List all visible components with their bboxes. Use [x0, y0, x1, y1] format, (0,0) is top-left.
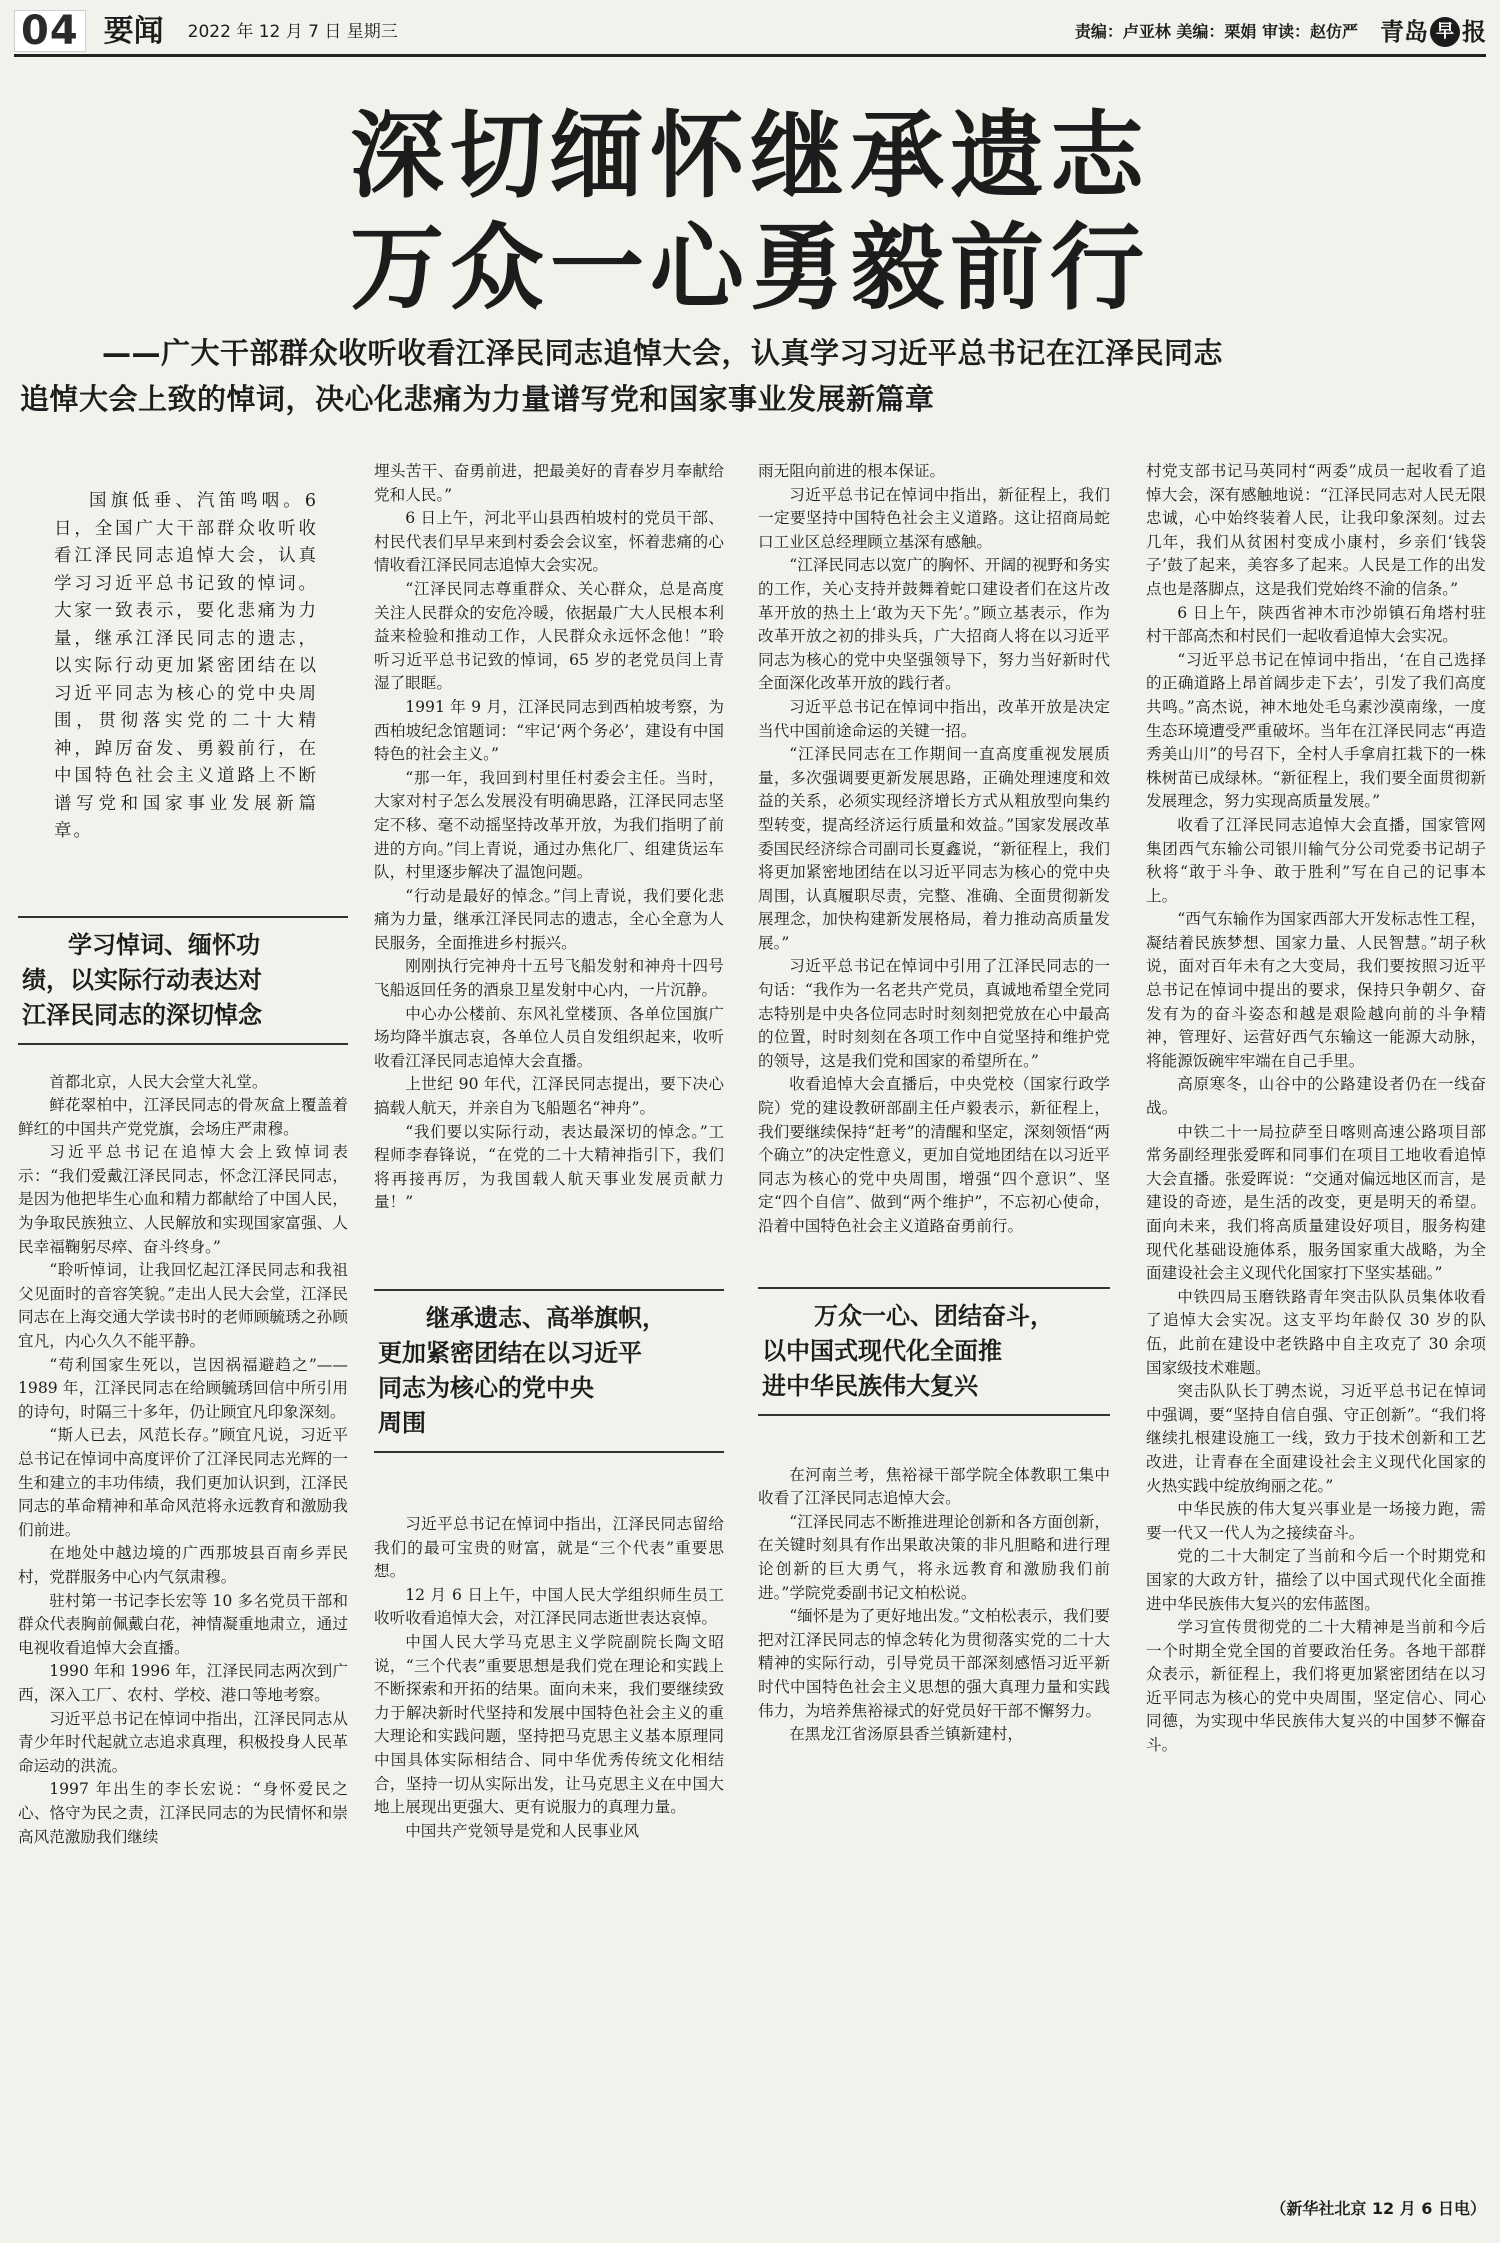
paragraph: 习近平总书记在悼词中指出，改革开放是决定当代中国前途命运的关键一招。 — [758, 697, 1110, 740]
paragraph: “苟利国家生死以，岂因祸福避趋之”——1989 年，江泽民同志在给顾毓琇回信中所引用的诗句，时隔三十多年，仍让顾宜凡印象深刻。 — [18, 1355, 348, 1421]
paragraph: 6 日上午，陕西省神木市沙峁镇石角塔村驻村干部高杰和村民们一起收看追悼大会实况。 — [1146, 603, 1486, 646]
issue-date: 2022 年 12 月 7 日 星期三 — [187, 22, 398, 42]
subtitle-line: 万众一心、团结奋斗， — [814, 1301, 1054, 1330]
column-4 — [1146, 460, 1486, 2220]
paragraph: 学习宣传贯彻党的二十大精神是当前和今后一个时期全党全国的首要政治任务。各地干部群众表示，新征程上，我们将更加紧密团结在以习近平同志为核心的党中央周围，坚定信心、同心同德，为实现中华民族伟大复兴的中国梦不懈奋斗。 — [1146, 1618, 1486, 1755]
column-3 — [758, 460, 1110, 2220]
paragraph: 中铁四局玉磨铁路青年突击队队员集体收看了追悼大会实况。这支平均年龄仅 30 岁的队伍，此前在建设中老铁路中自主攻克了 30 余项国家级技术难题。 — [1146, 1287, 1486, 1377]
paragraph: “江泽民同志以宽广的胸怀、开阔的视野和务实的工作，关心支持并鼓舞着蛇口建设者们在这片改革开放的热土上‘敢为天下先’。”顾立基表示，作为改革开放之初的排头兵，广大招商人将在以习近平同志为核心的党中央坚强领导下，努力当好新时代全面深化改革开放的践行者。 — [758, 556, 1110, 693]
paragraph: “江泽民同志尊重群众、关心群众，总是高度关注人民群众的安危冷暖，依据最广大人民根本利益来检验和推动工作，人民群众永远怀念他！”聆听习近平总书记致的悼词，65 岁的老党员闫上青湿了眼眶。 — [374, 579, 724, 693]
section-name: 要闻 — [103, 14, 164, 49]
paragraph: 习近平总书记在悼词中指出，江泽民同志从青少年时代起就立志追求真理，积极投身人民革命运动的洪流。 — [18, 1709, 348, 1775]
logo-badge: 早 — [1430, 17, 1460, 47]
subtitle-line: 以中国式现代化全面推 — [762, 1336, 1002, 1365]
paragraph: 中国人民大学马克思主义学院副院长陶文昭说，“三个代表”重要思想是我们党在理论和实践上不断探索和开拓的结果。面向未来，我们要继续致力于解决新时代坚持和发展中国特色社会主义的重大理论和实践问题，坚持把马克思主义基本原理同中国具体实际相结合、同中华优秀传统文化相结合，坚持一切从实际出发，让马克思主义在中国大地上展现出更强大、更有说服力的真理力量。 — [374, 1632, 724, 1817]
subheadline-line-2: 追悼大会上致的悼词，决心化悲痛为力量谱写党和国家事业发展新篇章 — [20, 382, 935, 416]
subheadline-line-1: ——广大干部群众收听收看江泽民同志追悼大会，认真学习习近平总书记在江泽民同志 — [102, 336, 1224, 370]
paragraph: 1990 年和 1996 年，江泽民同志两次到广西，深入工厂、农村、学校、港口等地考察。 — [18, 1662, 348, 1704]
paragraph: “我们要以实际行动，表达最深切的悼念。”工程师李春锋说，“在党的二十大精神指引下，我们将再接再厉，为我国载人航天事业发展贡献力量！” — [374, 1122, 724, 1212]
paragraph: 收看了江泽民同志追悼大会直播，国家管网集团西气东输公司银川输气分公司党委书记胡子秋将“敢于斗争、敢于胜利”写在自己的记事本上。 — [1146, 815, 1486, 905]
paragraph: 鲜花翠柏中，江泽民同志的骨灰盒上覆盖着鲜红的中国共产党党旗，会场庄严肃穆。 — [18, 1096, 348, 1138]
subtitle-line: 更加紧密团结在以习近平 — [378, 1339, 642, 1367]
paragraph: 1991 年 9 月，江泽民同志到西柏坡考察，为西柏坡纪念馆题词：“牢记‘两个务必’，建设有中国特色的社会主义。” — [374, 697, 724, 764]
subtitle-line: 绩，以实际行动表达对 — [22, 965, 262, 994]
paragraph: 习近平总书记在悼词中指出，江泽民同志留给我们的最可宝贵的财富，就是“三个代表”重要思想。 — [374, 1515, 724, 1581]
headline-line-2: 万众一心勇毅前行 — [349, 213, 1150, 323]
section-subtitle-2 — [374, 1289, 724, 1453]
masthead — [14, 8, 1486, 52]
paragraph: 村党支部书记马英同村“两委”成员一起收看了追悼大会，深有感触地说：“江泽民同志对人民无限忠诚，心中始终装着人民，让我印象深刻。过去几年，我们从贫困村变成小康村，乡亲们‘钱袋子’鼓了起来，美容多了起来。人民是工作的出发点也是落脚点，这是我们党始终不渝的信条。” — [1146, 462, 1486, 598]
paragraph: “西气东输作为国家西部大开发标志性工程，凝结着民族梦想、国家力量、人民智慧。”胡子秋说，面对百年未有之大变局，我们要按照习近平总书记在悼词中提出的要求，保持只争朝夕、奋发有为的奋斗姿态和越是艰险越向前的斗争精神，管理好、运营好西气东输这一能源大动脉，将能源饭碗牢牢端在自己手里。 — [1146, 910, 1486, 1070]
paragraph: 在河南兰考，焦裕禄干部学院全体教职工集中收看了江泽民同志追悼大会。 — [758, 1465, 1110, 1508]
logo-text-a: 青岛 — [1380, 18, 1428, 46]
paragraph: 刚刚执行完神舟十五号飞船发射和神舟十四号飞船返回任务的酒泉卫星发射中心内，一片沉静。 — [374, 957, 724, 1000]
paragraph: “斯人已去，风范长存。”顾宜凡说，习近平总书记在悼词中高度评价了江泽民同志光辉的一生和建立的丰功伟绩，我们更加认识到，江泽民同志的革命精神和革命风范将永远教育和激励我们前进。 — [18, 1426, 348, 1539]
paragraph: 中铁二十一局拉萨至日喀则高速公路项目部常务副经理张爱晖和同事们在项目工地收看追悼大会直播。张爱晖说：“交通对偏远地区而言，是建设的奇迹，是生活的改变，更是明天的希望。面向未来，我们将高质量建设好项目，服务构建现代化基础设施体系，服务国家重大战略，为全面建设社会主义现代化国家打下坚实基础。” — [1146, 1122, 1486, 1283]
subheadline — [20, 330, 1480, 422]
paragraph: 习近平总书记在悼词中指出，新征程上，我们一定要坚持中国特色社会主义道路。这让招商局蛇口工业区总经理顾立基深有感触。 — [758, 485, 1110, 551]
paragraph: 习近平总书记在悼词中引用了江泽民同志的一句话：“我作为一名老共产党员，真诚地希望全党同志特别是中央各位同志时时刻刻把党放在心中最高的位置，时时刻刻在各项工作中自觉坚持和维护党的领导，这是我们党和国家的希望所在。” — [758, 957, 1110, 1070]
section-subtitle-1 — [18, 916, 348, 1045]
paragraph: “缅怀是为了更好地出发。”文柏松表示，我们要把对江泽民同志的悼念转化为贯彻落实党的二十大精神的实际行动，引导党员干部深刻感悟习近平新时代中国特色社会主义思想的强大真理力量和实践伟力，为培养焦裕禄式的好党员好干部不懈努力。 — [758, 1607, 1110, 1720]
lead-paragraph — [18, 460, 348, 846]
paragraph: 中华民族的伟大复兴事业是一场接力跑，需要一代又一代人为之接续奋斗。 — [1146, 1500, 1486, 1542]
paragraph: 党的二十大制定了当前和今后一个时期党和国家的大政方针，描绘了以中国式现代化全面推进中华民族伟大复兴的宏伟蓝图。 — [1146, 1547, 1486, 1613]
paragraph: 首都北京，人民大会堂大礼堂。 — [49, 1072, 268, 1091]
paragraph: 1997 年出生的李长宏说：“身怀爱民之心、恪守为民之责，江泽民同志的为民情怀和崇高风范激励我们继续 — [18, 1780, 348, 1846]
editor-credits: 责编：卢亚林 美编：栗娟 审读：赵仿严 — [1074, 22, 1358, 41]
news-agency-dateline: （新华社北京 12 月 6 日电） — [1270, 2199, 1486, 2218]
paragraph: 6 日上午，河北平山县西柏坡村的党员干部、村民代表们早早来到村委会会议室，怀着悲痛的心情收看江泽民同志追悼大会实况。 — [374, 509, 724, 575]
paragraph: 埋头苦干、奋勇前进，把最美好的青春岁月奉献给党和人民。” — [374, 462, 724, 504]
page-number: 04 — [14, 10, 86, 52]
logo-text-b: 报 — [1462, 18, 1486, 46]
paragraph: “聆听悼词，让我回忆起江泽民同志和我祖父见面时的音容笑貌。”走出人民大会堂，江泽民同志在上海交通大学读书时的老师顾毓琇之孙顾宜凡，内心久久不能平静。 — [18, 1261, 348, 1351]
paragraph: “行动是最好的悼念。”闫上青说，我们要化悲痛为力量，继承江泽民同志的遗志，全心全意为人民服务，全面推进乡村振兴。 — [374, 886, 724, 952]
paragraph: 习近平总书记在追悼大会上致悼词表示：“我们爱戴江泽民同志，怀念江泽民同志，是因为他把毕生心血和精力都献给了中国人民，为争取民族独立、人民解放和实现国家富强、人民幸福鞠躬尽瘁、奋斗终身。” — [18, 1143, 348, 1256]
paragraph: “习近平总书记在悼词中指出，‘在自己选择的正确道路上昂首阔步走下去’，引发了我们高度共鸣。”高杰说，神木地处毛乌素沙漠南缘，一度生态环境遭受严重破坏。当年在江泽民同志“再造秀美山川”的号召下，全村人手拿肩扛栽下的一株株树苗已成绿林。“新征程上，我们要全面贯彻新发展理念，努力实现高质量发展。” — [1146, 650, 1486, 811]
masthead-rule — [14, 54, 1486, 57]
paragraph: 高原寒冬，山谷中的公路建设者仍在一线奋战。 — [1146, 1075, 1486, 1118]
paragraph: 在地处中越边境的广西那坡县百南乡弄民村，党群服务中心内气氛肃穆。 — [18, 1544, 348, 1586]
paragraph: 中心办公楼前、东风礼堂楼顶、各单位国旗广场均降半旗志哀，各单位人员自发组织起来，收听收看江泽民同志追悼大会直播。 — [374, 1004, 724, 1070]
subtitle-line: 同志为核心的党中央 — [378, 1374, 594, 1402]
subtitle-line: 周围 — [378, 1409, 426, 1437]
lead-text: 国旗低垂、汽笛鸣咽。6日，全国广大干部群众收听收看江泽民同志追悼大会，认真学习习近平总书记致的悼词。大家一致表示，要化悲痛为力量，继承江泽民同志的遗志，以实际行动更加紧密团结在以习近平同志为核心的党中央周围，贯彻落实党的二十大精神，踔厉奋发、勇毅前行，在中国特色社会主义道路上不断谱写党和国家事业发展新篇章。 — [54, 491, 318, 841]
paragraph: 雨无阻向前进的根本保证。 — [758, 462, 946, 480]
column-2 — [374, 460, 724, 2220]
headline-line-1: 深切缅怀继承遗志 — [349, 101, 1150, 211]
paragraph: 在黑龙江省汤原县香兰镇新建村， — [789, 1725, 1024, 1744]
subtitle-line: 江泽民同志的深切悼念 — [22, 1000, 262, 1029]
paragraph: “那一年，我回到村里任村委会主任。当时，大家对村子怎么发展没有明确思路，江泽民同志坚定不移、毫不动摇坚持改革开放，为我们指明了前进的方向。”闫上青说，通过办焦化厂、组建货运车队，村里逐步解决了温饱问题。 — [374, 768, 724, 882]
paragraph: 驻村第一书记李长宏等 10 多名党员干部和群众代表胸前佩戴白花，神情凝重地肃立，通过电视收看追悼大会直播。 — [18, 1591, 348, 1657]
subtitle-line: 进中华民族伟大复兴 — [762, 1371, 978, 1400]
paragraph: “江泽民同志不断推进理论创新和各方面创新，在关键时刻具有作出果敢决策的非凡胆略和进行理论创新的巨大勇气，将永远教育和激励我们前进。”学院党委副书记文柏松说。 — [758, 1512, 1110, 1602]
paragraph: “江泽民同志在工作期间一直高度重视发展质量，多次强调要更新发展思路，正确处理速度和效益的关系，必须实现经济增长方式从粗放型向集约型转变，提高经济运行质量和效益。”国家发展改革委国民经济综合司副司长夏鑫说，“新征程上，我们将更加紧密地团结在以习近平同志为核心的党中央周围，认真履职尽责，完整、准确、全面贯彻新发展理念，加快构建新发展格局，着力推动高质量发展。” — [758, 745, 1110, 952]
paragraph: 突击队队长丁骋杰说，习近平总书记在悼词中强调，要“坚持自信自强、守正创新”。“我们将继续扎根建设施工一线，致力于技术创新和工艺改进，让青春在全面建设社会主义现代化国家的火热实践中绽放绚丽之花。” — [1146, 1382, 1486, 1495]
paragraph: 12 月 6 日上午，中国人民大学组织师生员工收听收看追悼大会，对江泽民同志逝世表达哀悼。 — [374, 1585, 724, 1628]
paragraph: 中国共产党领导是党和人民事业风 — [405, 1821, 640, 1840]
paragraph: 上世纪 90 年代，江泽民同志提出，要下决心搞载人航天，并亲自为飞船题名“神舟”。 — [374, 1075, 724, 1118]
column-1 — [18, 460, 348, 2220]
subtitle-line: 继承遗志、高举旗帜， — [426, 1304, 666, 1332]
subtitle-line: 学习悼词、缅怀功 — [68, 930, 260, 959]
paragraph: 收看追悼大会直播后，中央党校（国家行政学院）党的建设教研部副主任卢毅表示，新征程上，我们要继续保持“赶考”的清醒和坚定，深刻领悟“两个确立”的决定性意义，更加自觉地团结在以习近平同志为核心的党中央周围，增强“四个意识”、坚定“四个自信”、做到“两个维护”，不忘初心使命，沿着中国特色社会主义道路奋勇前行。 — [758, 1075, 1110, 1235]
newspaper-logo — [1380, 12, 1486, 52]
section-subtitle-3 — [758, 1287, 1110, 1416]
